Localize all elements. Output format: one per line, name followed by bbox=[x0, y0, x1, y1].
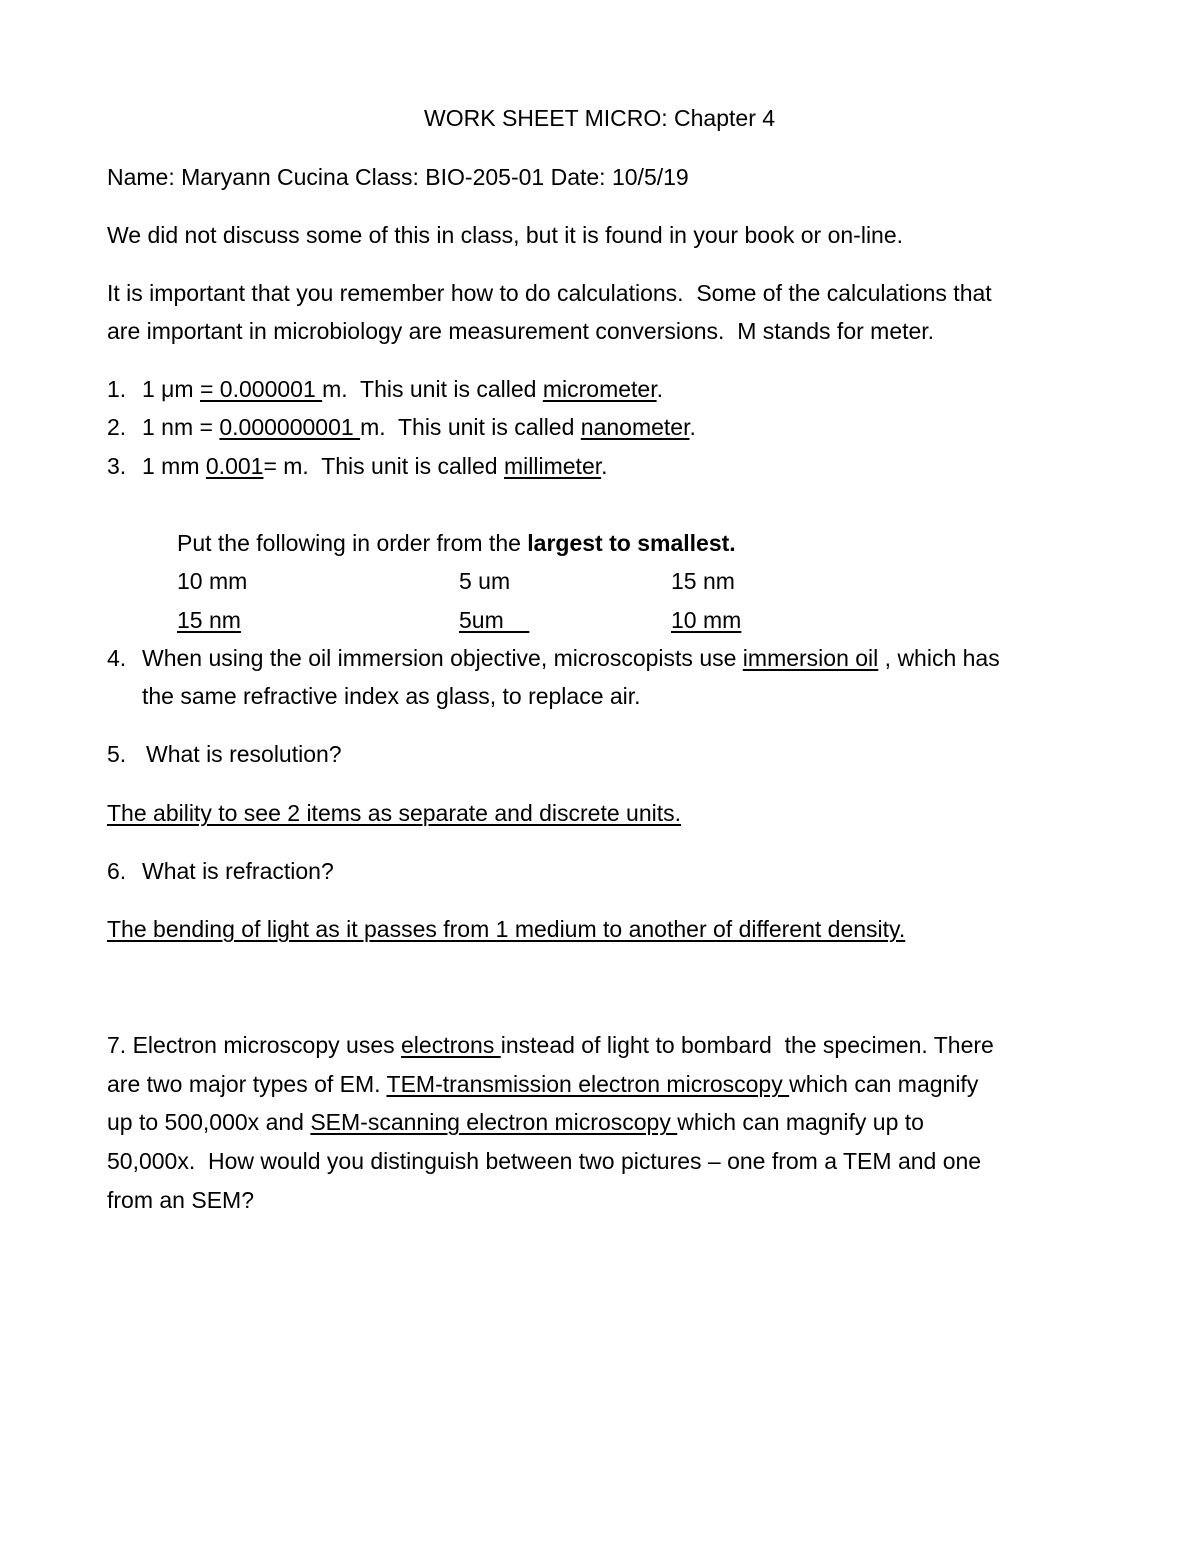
q7-l3-b: which can magnify up to bbox=[677, 1109, 924, 1135]
header-line bbox=[107, 162, 689, 192]
order-prompt-bold: largest to smallest. bbox=[527, 530, 736, 556]
q6-question: What is refraction? bbox=[142, 858, 334, 884]
q1-part-b: m. This unit is called bbox=[322, 376, 543, 402]
q3-part-b: = m. This unit is called bbox=[263, 453, 504, 479]
q3-part-a: 1 mm bbox=[142, 453, 206, 479]
q7-line-3 bbox=[107, 1107, 924, 1137]
q7-l3-answer: SEM-scanning electron microscopy bbox=[310, 1109, 678, 1135]
q5-number: 5. bbox=[107, 741, 127, 767]
q6-answer: The bending of light as it passes from 1 medium to another of different density. bbox=[107, 916, 906, 942]
intro-paragraph-2-line-1: It is important that you remember how to do calculations. Some of the calculations that bbox=[107, 280, 992, 306]
q4-line-1 bbox=[142, 643, 1000, 673]
q1-end: . bbox=[656, 376, 663, 402]
q5-answer: The ability to see 2 items as separate and discrete units. bbox=[107, 800, 682, 826]
class-value: BIO-205-01 bbox=[425, 164, 545, 190]
class-label: Class: bbox=[355, 164, 419, 190]
q2-number: 2. bbox=[107, 414, 127, 440]
order-given-3: 15 nm bbox=[671, 568, 735, 594]
q7-line-5: from an SEM? bbox=[107, 1187, 254, 1213]
date-label: Date: bbox=[550, 164, 606, 190]
q1-part-a: 1 μm bbox=[142, 376, 200, 402]
name-label: Name: bbox=[107, 164, 175, 190]
q3-number: 3. bbox=[107, 453, 127, 479]
q4-part-a: When using the oil immersion objective, microscopists use bbox=[142, 645, 743, 671]
q1-text bbox=[142, 374, 663, 404]
q1-number: 1. bbox=[107, 376, 127, 402]
q3-end: . bbox=[601, 453, 608, 479]
order-answer-3: 10 mm bbox=[671, 607, 742, 633]
q7-l1-answer: electrons bbox=[401, 1032, 501, 1058]
q2-end: . bbox=[689, 414, 696, 440]
q7-line-2 bbox=[107, 1069, 978, 1099]
q7-l3-a: up to 500,000x and bbox=[107, 1109, 311, 1135]
q7-l2-a: are two major types of EM. bbox=[107, 1071, 387, 1097]
q6-number: 6. bbox=[107, 858, 127, 884]
q2-term: nanometer bbox=[580, 414, 690, 440]
q7-l2-b: which can magnify bbox=[789, 1071, 979, 1097]
intro-paragraph-1: We did not discuss some of this in class, but it is found in your book or on-line. bbox=[107, 222, 904, 248]
q4-part-b: , which has bbox=[878, 645, 1000, 671]
q7-line-4: 50,000x. How would you distinguish between two pictures – one from a TEM and one bbox=[107, 1148, 982, 1174]
order-given-1: 10 mm bbox=[177, 568, 248, 594]
q2-part-b: m. This unit is called bbox=[360, 414, 581, 440]
order-prompt-text: Put the following in order from the bbox=[177, 530, 528, 556]
order-given-2: 5 um bbox=[459, 568, 511, 594]
q1-answer: = 0.000001 bbox=[199, 376, 323, 402]
q5-question: What is resolution? bbox=[146, 741, 342, 767]
q7-l1-b: instead of light to bombard the specimen. There bbox=[500, 1032, 994, 1058]
q2-part-a: 1 nm = bbox=[142, 414, 220, 440]
q7-line-1 bbox=[107, 1030, 994, 1060]
q3-text bbox=[142, 451, 608, 481]
date-value: 10/5/19 bbox=[611, 164, 689, 190]
q1-term: micrometer bbox=[542, 376, 657, 402]
q7-l2-answer: TEM-transmission electron microscopy bbox=[386, 1071, 790, 1097]
name-value: Maryann Cucina bbox=[181, 164, 349, 190]
q3-answer: 0.001 bbox=[205, 453, 264, 479]
intro-paragraph-2-line-2: are important in microbiology are measurement conversions. M stands for meter. bbox=[107, 318, 935, 344]
order-answer-2: 5um bbox=[459, 607, 530, 633]
order-prompt bbox=[177, 528, 736, 558]
order-answer-1: 15 nm bbox=[177, 607, 241, 633]
q4-answer: immersion oil bbox=[742, 645, 879, 671]
q7-l1-a: 7. Electron microscopy uses bbox=[107, 1032, 402, 1058]
q2-text bbox=[142, 412, 696, 442]
q4-number: 4. bbox=[107, 645, 127, 671]
page-title: WORK SHEET MICRO: Chapter 4 bbox=[424, 105, 776, 131]
q3-term: millimeter bbox=[504, 453, 602, 479]
q4-line-2: the same refractive index as glass, to replace air. bbox=[142, 683, 641, 709]
q2-answer: 0.000000001 bbox=[219, 414, 361, 440]
